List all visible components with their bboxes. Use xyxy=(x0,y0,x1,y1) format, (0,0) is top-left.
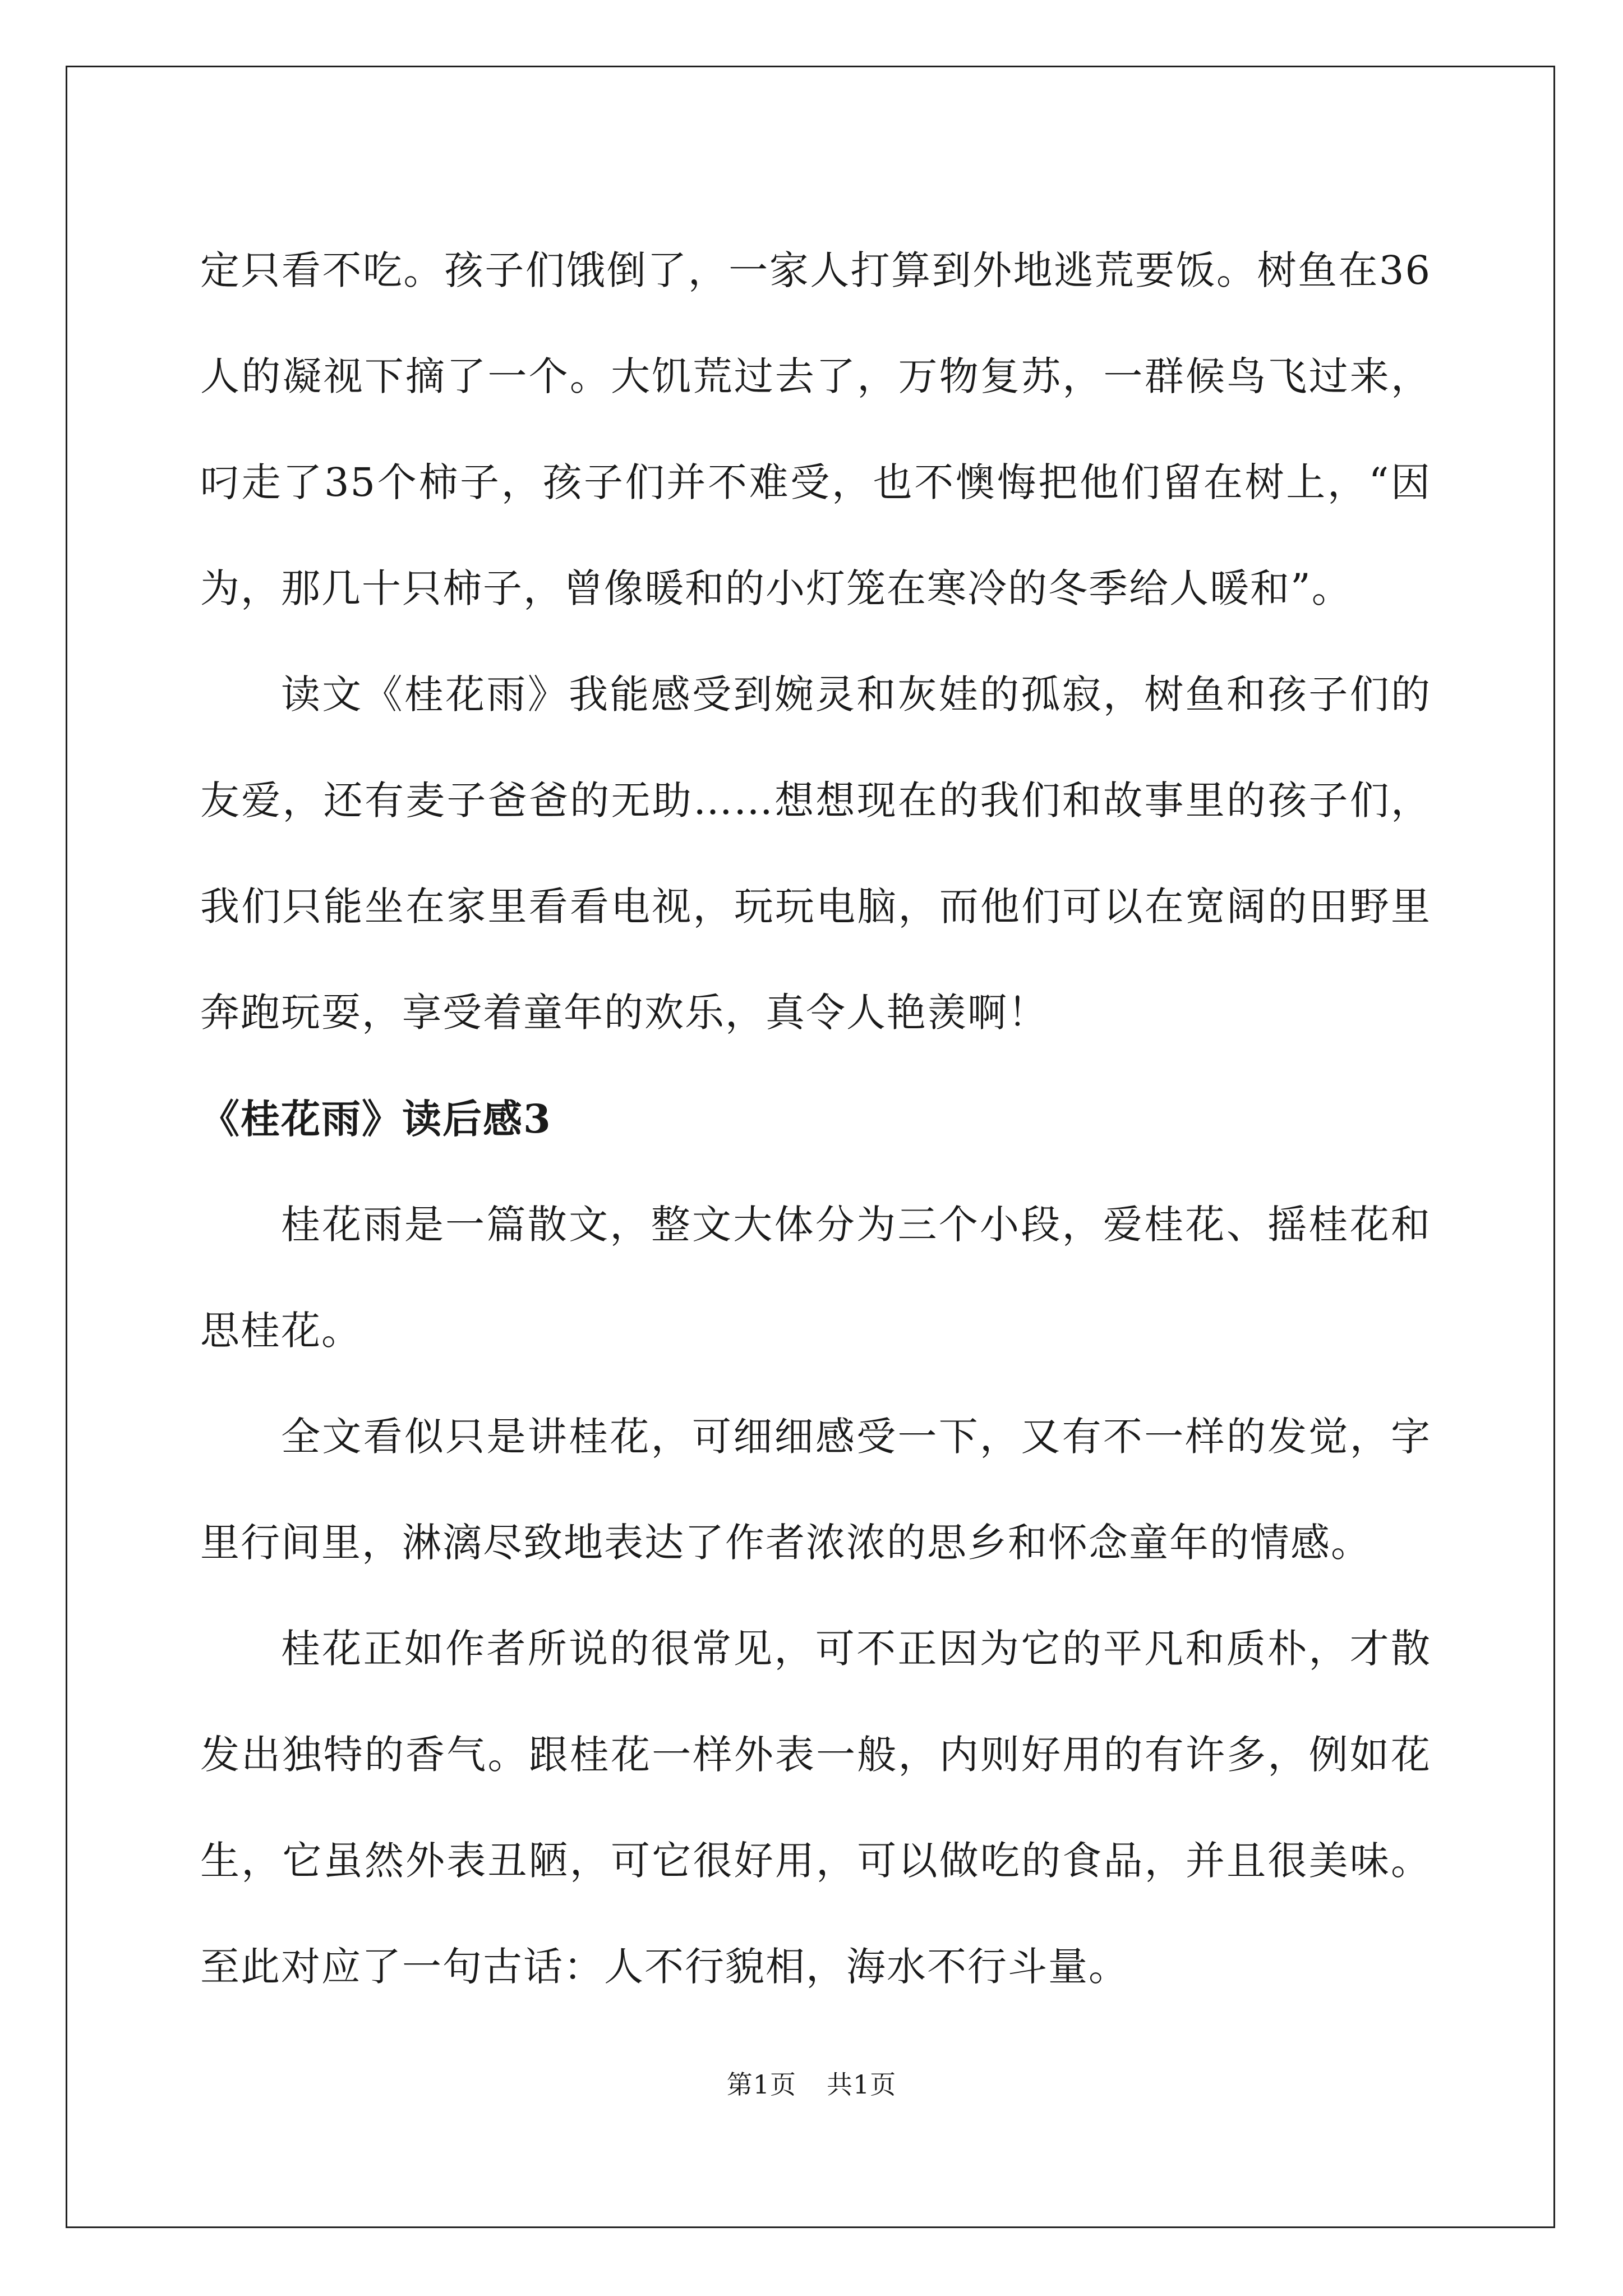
body-paragraph: 桂花雨是一篇散文，整文大体分为三个小段，爱桂花、摇桂花和思桂花。 xyxy=(200,1202,1431,1354)
page-number: 第1页 xyxy=(726,2069,796,2100)
body-paragraph: 全文看似只是讲桂花，可细细感受一下，又有不一样的发觉，字里行间里，淋漓尽致地表达了作者浓浓的思乡和怀念童年的情感。 xyxy=(200,1414,1431,1566)
section-heading: 《桂花雨》读后感3 xyxy=(200,1096,552,1142)
body-paragraph: 读文《桂花雨》我能感受到婉灵和灰娃的孤寂，树鱼和孩子们的友爱，还有麦子爸爸的无助……想想现在的我们和故事里的孩子们，我们只能坐在家里看看电视，玩玩电脑，而他们可以在宽阔的田野里奔跑玩耍，享受着童年的欢乐，真令人艳羡啊！ xyxy=(200,671,1431,1036)
body-paragraph: 定只看不吃。孩子们饿倒了，一家人打算到外地逃荒要饭。树鱼在36人的凝视下摘了一个。大饥荒过去了，万物复苏，一群候鸟飞过来，叼走了35个柿子，孩子们并不难受，也不懊悔把他们留在树上，“因为，那几十只柿子，曾像暖和的小灯笼在寒冷的冬季给人暖和”。 xyxy=(200,247,1431,611)
document-body xyxy=(200,218,1431,2020)
body-paragraph: 桂花正如作者所说的很常见，可不正因为它的平凡和质朴，才散发出独特的香气。跟桂花一样外表一般，内则好用的有许多，例如花生，它虽然外表丑陋，可它很好用，可以做吃的食品，并且很美味。至此对应了一句古话：人不行貌相，海水不行斗量。 xyxy=(200,1626,1431,1990)
page-total: 共1页 xyxy=(827,2069,897,2100)
page-footer xyxy=(0,2064,1623,2101)
